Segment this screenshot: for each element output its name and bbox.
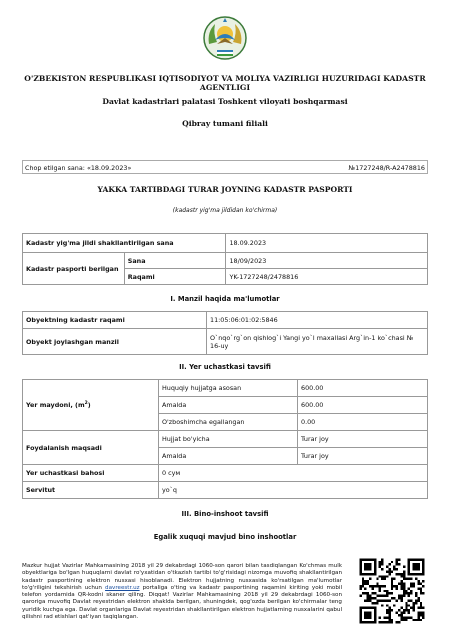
- passport-date-value: 18/09/2023: [226, 253, 428, 269]
- legal-notice: Mazkur hujjat Vazirlar Mahkamasining 2018 yil 29 dekabrdagi 1060-son qarori bilan tasdiqlangan Ko'chmas mulk obyektlariga bo'lgan huquqlarni davlat ro'yxatidan o'tkazish tartibi to'g'risidagi nizomga muvofiq shakllantirilgan kadastr pasportining elektron nusxasi hisoblanadi. Elektron hujjatning nusxasida ko'rsatilgan ma'lumotlar to'g'riligini tekshirish uchun davreestr.uz portaliga o'ting va kadastr pasportining raqamini kiriting yoki mobil telefon yordamida QR-kodni skaner qiling. Diqqat! Vazirlar Mahkamasining 2018 yil 29 dekabrdagi 1060-son qaroriga muvofiq Davlat reyestridan elektron shaklda berilgan, shuningdek, qog'ozda berilgan ko'chirmalar teng yuridik kuchga ega. Davlat organlariga Davlat reyestridan shakllantirilgan elektron hujjatlarning nusxalarini qabul qilishni rad etishlari qat'iyan taqiqlangan.: [22, 563, 343, 621]
- actual-area-label: Amalda: [159, 397, 298, 414]
- section-3-subtitle: Egalik xuquqi mavjud bino inshootlar: [153, 533, 297, 541]
- section-1-title: I. Manzil haqida ma'lumotlar: [170, 295, 280, 303]
- branch-heading: Qibray tumani filiali: [182, 119, 268, 128]
- purpose-fact-label: Amalda: [159, 448, 298, 465]
- land-price-label: Yer uchastkasi bahosi: [23, 465, 159, 482]
- seized-area-value: 0.00: [298, 414, 428, 431]
- address-value: O`nqo`rg`on qishlog`i Yangi yo`l maxallasi Arg`in-1 ko`chasi № 16-uy: [207, 329, 428, 355]
- passport-date-label: Sana: [124, 253, 226, 269]
- folder-date-value: 18.09.2023: [226, 234, 428, 253]
- address-table: [22, 311, 428, 355]
- actual-area-value: 600.00: [298, 397, 428, 414]
- seized-area-label: O'zboshimcha egallangan: [159, 414, 298, 431]
- registration-table: [22, 233, 428, 285]
- land-area-label: Yer maydoni, $(m^2)$: [23, 380, 159, 431]
- servitude-label: Servitut: [23, 482, 159, 499]
- folder-date-label: Kadastr yig'ma jildi shakllantirilgan sana: [23, 234, 226, 253]
- cadastral-number-label: Obyektning kadastr raqami: [23, 312, 207, 329]
- document-title: YAKKA TARTIBDAGI TURAR JOYNING KADASTR PASPORTI: [97, 185, 353, 194]
- servitude-value: yo`q: [159, 482, 428, 499]
- legal-area-value: 600.00: [298, 380, 428, 397]
- section-3-title: III. Bino-inshoot tavsifi: [181, 510, 269, 518]
- land-plot-table: [22, 379, 428, 499]
- state-emblem-icon: [201, 14, 249, 62]
- purpose-fact-value: Turar joy: [298, 448, 428, 465]
- cadastral-number-value: 11:05:06:01:02:5846: [207, 312, 428, 329]
- land-price-value: 0 сум: [159, 465, 428, 482]
- chamber-heading: Davlat kadastrlari palatasi Toshkent viloyati boshqarmasi: [102, 97, 348, 106]
- print-date: Chop etilgan sana: «18.09.2023»: [25, 164, 132, 172]
- purpose-doc-label: Hujjat bo'yicha: [159, 431, 298, 448]
- registry-link[interactable]: davreestr.uz: [105, 584, 140, 591]
- section-2-title: II. Yer uchastkasi tavsifi: [179, 363, 271, 371]
- document-subtitle: (kadastr yig'ma jildidan ko'chirma): [172, 207, 278, 214]
- passport-number-label: Raqami: [124, 269, 226, 285]
- legal-area-label: Huquqiy hujjatga asosan: [159, 380, 298, 397]
- passport-number-value: YK-1727248/2478816: [226, 269, 428, 285]
- qr-code-icon[interactable]: [357, 556, 427, 626]
- passport-issued-label: Kadastr pasporti berilgan: [23, 253, 125, 285]
- print-info-bar: [22, 160, 428, 174]
- agency-heading: O'ZBEKISTON RESPUBLIKASI IQTISODIYOT VA MOLIYA VAZIRLIGI HUZURIDAGI KADASTR AGENTLIGI: [24, 74, 426, 92]
- print-number: №1727248/R-A2478816: [348, 164, 425, 172]
- purpose-doc-value: Turar joy: [298, 431, 428, 448]
- purpose-label: Foydalanish maqsadi: [23, 431, 159, 465]
- address-label: Obyekt joylashgan manzil: [23, 329, 207, 355]
